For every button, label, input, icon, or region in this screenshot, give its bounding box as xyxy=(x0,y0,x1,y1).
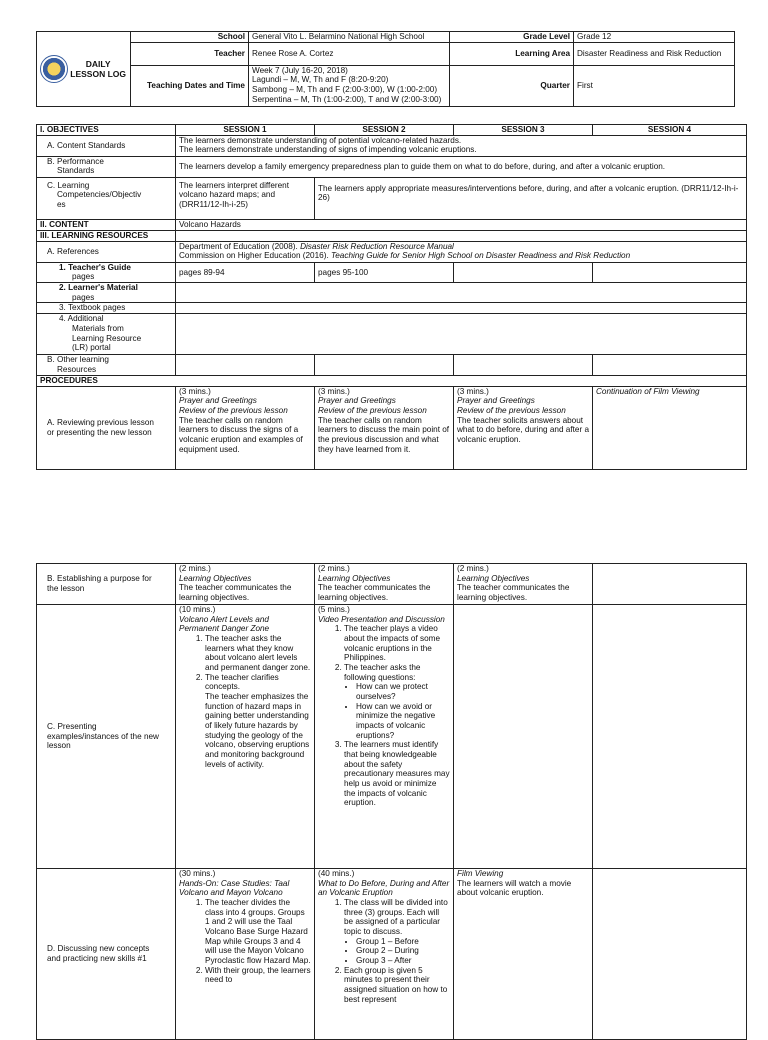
performance-label: B. Performance Standards xyxy=(37,156,176,177)
dll-title-line2: LESSON LOG xyxy=(70,68,127,79)
tg-s3 xyxy=(454,262,593,282)
dll-title-line1: DAILY xyxy=(85,58,111,69)
header-logo-cell xyxy=(37,32,131,107)
dates-line: Week 7 (July 16-20, 2018) xyxy=(252,65,348,75)
dates-line: Serpentina – M, Th (1:00-2:00), T and W (2:00-3:00) xyxy=(252,94,442,104)
lesson-table xyxy=(36,124,747,470)
school-label: School xyxy=(131,32,249,43)
references-label: A. References xyxy=(37,241,176,262)
content-label: II. CONTENT xyxy=(37,219,176,230)
dates-line: Lagundi – M, W, Th and F (8:20-9:20) xyxy=(252,75,389,85)
discussing-label: D. Discussing new concepts and practicing new skills #1 xyxy=(37,869,176,1040)
dates-value xyxy=(249,65,450,106)
lesson-table-continued xyxy=(36,563,747,1040)
reference-line: Department of Education (2008). Disaster Risk Reduction Resource Manual xyxy=(179,241,454,251)
purpose-s1: (2 mins.) Learning Objectives The teacher communicates the learning objectives. xyxy=(176,564,315,605)
dates-line: Sambong – M, Th and F (2:00-3:00), W (1:00-2:00) xyxy=(252,85,438,95)
resources-label: III. LEARNING RESOURCES xyxy=(37,230,176,241)
references-value xyxy=(176,241,747,262)
other-label: B. Other learning Resources xyxy=(37,355,176,375)
header-table xyxy=(36,31,735,107)
purpose-label: B. Establishing a purpose for the lesson xyxy=(37,564,176,605)
discussing-s1: (30 mins.) Hands-On: Case Studies: Taal Volcano and Mayon Volcano 1. The teacher divides the class into 4 groups. Groups 1 and 2 will use the Taal Volcano Base Surge Hazard Map while Groups 3 and 4 will use the Mayon Volcano Pyroclastic flow Hazard Map. 2. With their group, the learners need to xyxy=(176,869,315,1040)
tb-label: 3. Textbook pages xyxy=(37,303,176,314)
content-value: Volcano Hazards xyxy=(176,219,747,230)
teacher-value: Renee Rose A. Cortez xyxy=(249,42,450,65)
performance-value: The learners develop a family emergency preparedness plan to guide them on what to do before, during, and after a volcanic eruption. xyxy=(176,156,747,177)
deped-seal-icon xyxy=(40,55,68,83)
school-value: General Vito L. Belarmino National High School xyxy=(249,32,450,43)
resources-value xyxy=(176,230,747,241)
list-item: • How can we avoid or minimize the negative impacts of volcanic eruptions? xyxy=(356,702,450,741)
session3-heading: SESSION 3 xyxy=(454,125,593,136)
presenting-label: C. Presenting examples/instances of the new lesson xyxy=(37,605,176,869)
list-item: 3. The learners must identify that being knowledgeable about the safety precautionary measures may help us avoid or minimize the impacts of volcanic eruption. xyxy=(344,740,450,808)
presenting-s2: (5 mins.) Video Presentation and Discussion 1. The teacher plays a video about the impacts of some volcanic eruptions in the Philippines. 2. The teacher asks the following questions: • How can we protect ourselves? • How can we avoid or minimize the negative impacts of volcanic eruptions? 3. The learners must identify that being knowledgeable about the safety precautionary measures may help us avoid or minimize the impacts of volcanic eruption. xyxy=(315,605,454,869)
competencies-s1: The learners interpret different volcano hazard maps; and (DRR11/12-Ih-i-25) xyxy=(176,177,315,219)
discussing-s4 xyxy=(593,869,747,1040)
purpose-s3: (2 mins.) Learning Objectives The teacher communicates the learning objectives. xyxy=(454,564,593,605)
discussing-s2: (40 mins.) What to Do Before, During and After an Volcanic Eruption 1. The class will be divided into three (3) groups. Each will be assigned of a particular topic to discuss. • Group 1 – Before • Group 2 – During • Group 3 – After 2. Each group is given 5 minutes to present their assigned situation on how to best represent xyxy=(315,869,454,1040)
lm-label: 2. Learner's Material pages xyxy=(37,283,176,303)
am-label: 4. Additional Materials from Learning Resource (LR) portal xyxy=(37,314,176,355)
other-s2 xyxy=(315,355,454,375)
discussing-s3: Film Viewing The learners will watch a movie about volcanic eruption. xyxy=(454,869,593,1040)
list-item: 2. Each group is given 5 minutes to present their assigned situation on how to best represent xyxy=(344,966,450,1005)
tb-value xyxy=(176,303,747,314)
review-s3: (3 mins.) Prayer and Greetings Review of the previous lesson The teacher solicits answers about what to do before, during and after a volcanic eruption. xyxy=(454,386,593,469)
tg-s1: pages 89-94 xyxy=(176,262,315,282)
purpose-s2: (2 mins.) Learning Objectives The teacher communicates the learning objectives. xyxy=(315,564,454,605)
list-item: • How can we protect ourselves? xyxy=(356,682,450,701)
list-item: 2. With their group, the learners need to xyxy=(205,966,311,985)
quarter-value: First xyxy=(574,65,735,106)
presenting-s4 xyxy=(593,605,747,869)
list-item: 2. The teacher asks the following questions: • How can we protect ourselves? • How can we avoid or minimize the negative impacts of volcanic eruptions? xyxy=(344,663,450,740)
grade-label: Grade Level xyxy=(450,32,574,43)
grade-value: Grade 12 xyxy=(574,32,735,43)
tg-s4 xyxy=(593,262,747,282)
review-label: A. Reviewing previous lesson or presenting the new lesson xyxy=(37,386,176,469)
session1-heading: SESSION 1 xyxy=(176,125,315,136)
list-item: 1. The class will be divided into three (3) groups. Each will be assigned of a particular topic to discuss. • Group 1 – Before • Group 2 – During • Group 3 – After xyxy=(344,898,450,966)
session2-heading: SESSION 2 xyxy=(315,125,454,136)
lm-value xyxy=(176,283,747,303)
review-s4: Continuation of Film Viewing xyxy=(593,386,747,469)
area-label: Learning Area xyxy=(450,42,574,65)
teacher-label: Teacher xyxy=(131,42,249,65)
presenting-s1: (10 mins.) Volcano Alert Levels and Permanent Danger Zone 1. The teacher asks the learners what they know about volcano alert levels and permanent danger zone. 2. The teacher clarifies concepts. The teacher emphasizes the function of hazard maps in gaining better understanding of likely future hazards by studying the geology of the volcano, observing eruptions and monitoring background levels of activity. xyxy=(176,605,315,869)
list-item: • Group 3 – After xyxy=(356,956,450,966)
list-item: 1. The teacher asks the learners what they know about volcano alert levels and permanent danger zone. xyxy=(205,634,311,673)
content-standard-line: The learners demonstrate understanding of potential volcano-related hazards. xyxy=(179,135,462,145)
list-item: 1. The teacher divides the class into 4 groups. Groups 1 and 2 will use the Taal Volcano Base Surge Hazard Map while Groups 3 and 4 will use the Mayon Volcano Pyroclastic flow Hazard Map. xyxy=(205,898,311,966)
other-s3 xyxy=(454,355,593,375)
review-s1: (3 mins.) Prayer and Greetings Review of the previous lesson The teacher calls on random learners to discuss the signs of a volcanic eruption and examples of equipment used. xyxy=(176,386,315,469)
list-item: • Group 2 – During xyxy=(356,946,450,956)
area-value: Disaster Readiness and Risk Reduction xyxy=(574,42,735,65)
procedures-heading: PROCEDURES xyxy=(37,375,747,386)
tg-label: 1. Teacher's Guide pages xyxy=(37,262,176,282)
list-item: 2. The teacher clarifies concepts. The teacher emphasizes the function of hazard maps in gaining better understanding of likely future hazards by studying the geology of the volcano, observing eruptions and monitoring background levels of activity. xyxy=(205,673,311,770)
session4-heading: SESSION 4 xyxy=(593,125,747,136)
list-item: • Group 1 – Before xyxy=(356,937,450,947)
competencies-s2: The learners apply appropriate measures/interventions before, during, and after a volcanic eruption. (DRR11/12-Ih-i-26) xyxy=(315,177,747,219)
content-standards-value xyxy=(176,135,747,156)
competencies-label: C. Learning Competencies/Objectiv es xyxy=(37,177,176,219)
reference-line: Commission on Higher Education (2016). Teaching Guide for Senior High School on Disaster Readiness and Risk Reduction xyxy=(179,251,631,261)
quarter-label: Quarter xyxy=(450,65,574,106)
content-standard-line: The learners demonstrate understanding of signs of impending volcanic eruptions. xyxy=(179,145,477,155)
am-value xyxy=(176,314,747,355)
dates-label: Teaching Dates and Time xyxy=(131,65,249,106)
objectives-heading: I. OBJECTIVES xyxy=(37,125,176,136)
other-s4 xyxy=(593,355,747,375)
other-s1 xyxy=(176,355,315,375)
presenting-s3 xyxy=(454,605,593,869)
content-standards-label: A. Content Standards xyxy=(37,135,176,156)
tg-s2: pages 95-100 xyxy=(315,262,454,282)
review-s2: (3 mins.) Prayer and Greetings Review of the previous lesson The teacher calls on random learners to discuss the main point of the previous discussion and what they have learned from it. xyxy=(315,386,454,469)
list-item: 1. The teacher plays a video about the impacts of some volcanic eruptions in the Philippines. xyxy=(344,624,450,663)
purpose-s4 xyxy=(593,564,747,605)
